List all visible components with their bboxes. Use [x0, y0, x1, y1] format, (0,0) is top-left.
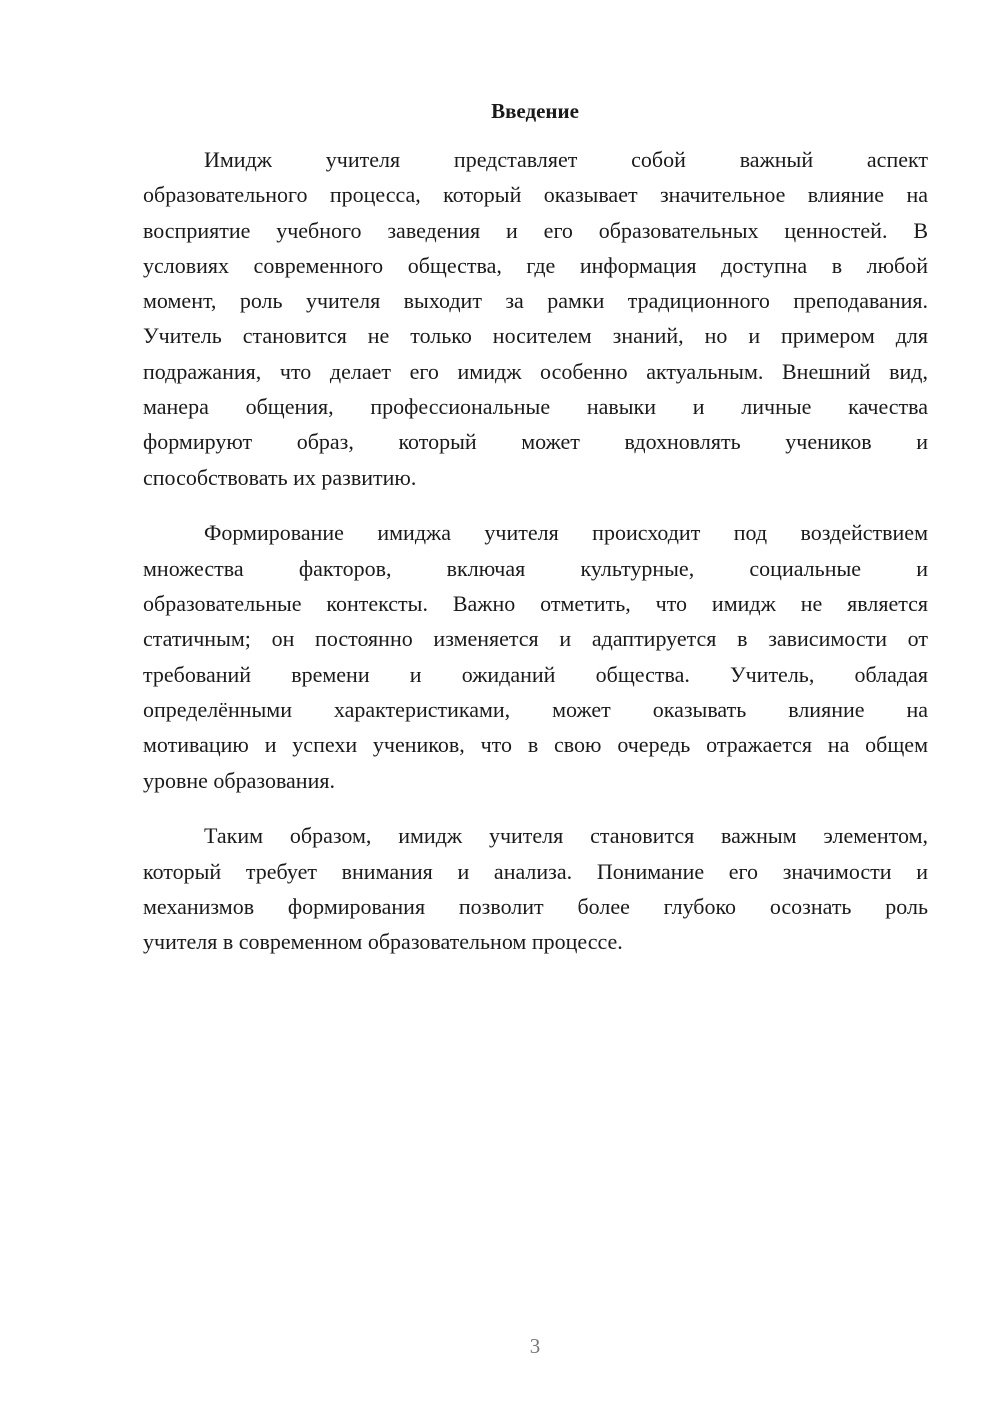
text-line: условиях современного общества, где информация доступна в любой [143, 252, 928, 278]
text-line: Таким образом, имидж учителя становится важным элементом, [204, 823, 928, 849]
text-line: мотивацию и успехи учеников, что в свою очередь отражается на общем [143, 732, 928, 758]
text-line: Имидж учителя представляет собой важный аспект [204, 147, 928, 172]
text-line: уровне образования. [143, 767, 335, 793]
text-line: образовательного процесса, который оказывает значительное влияние на [143, 182, 928, 208]
section-title: Введение [491, 99, 579, 123]
text-line: требований времени и ожиданий общества. Учитель, обладая [143, 661, 928, 687]
text-line: манера общения, профессиональные навыки и личные качества [143, 394, 928, 420]
text-line: момент, роль учителя выходит за рамки традиционного преподавания. [143, 288, 928, 314]
paragraph [143, 818, 928, 959]
paragraph [143, 142, 928, 495]
text-line: механизмов формирования позволит более глубоко осознать роль [143, 893, 928, 919]
text-line: множества факторов, включая культурные, социальные и [143, 555, 928, 581]
text-line: образовательные контексты. Важно отметить, что имидж не является [143, 591, 928, 617]
text-line: восприятие учебного заведения и его образовательных ценностей. В [143, 217, 928, 243]
text-line: который требует внимания и анализа. Понимание его значимости и [143, 858, 928, 884]
text-line: Формирование имиджа учителя происходит под воздействием [204, 520, 928, 546]
text-line: учителя в современном образовательном процессе. [143, 929, 623, 955]
text-line: определёнными характеристиками, может оказывать влияние на [143, 696, 928, 722]
text-line: Учитель становится не только носителем знаний, но и примером для [143, 323, 928, 349]
text-line: способствовать их развитию. [143, 464, 417, 490]
text-line: подражания, что делает его имидж особенно актуальным. Внешний вид, [143, 358, 928, 384]
text-line: статичным; он постоянно изменяется и адаптируется в зависимости от [143, 626, 928, 652]
document-body [143, 142, 928, 980]
page-number: 3 [529, 1334, 541, 1358]
paragraph [143, 515, 928, 797]
text-line: формируют образ, который может вдохновлять учеников и [143, 429, 928, 455]
